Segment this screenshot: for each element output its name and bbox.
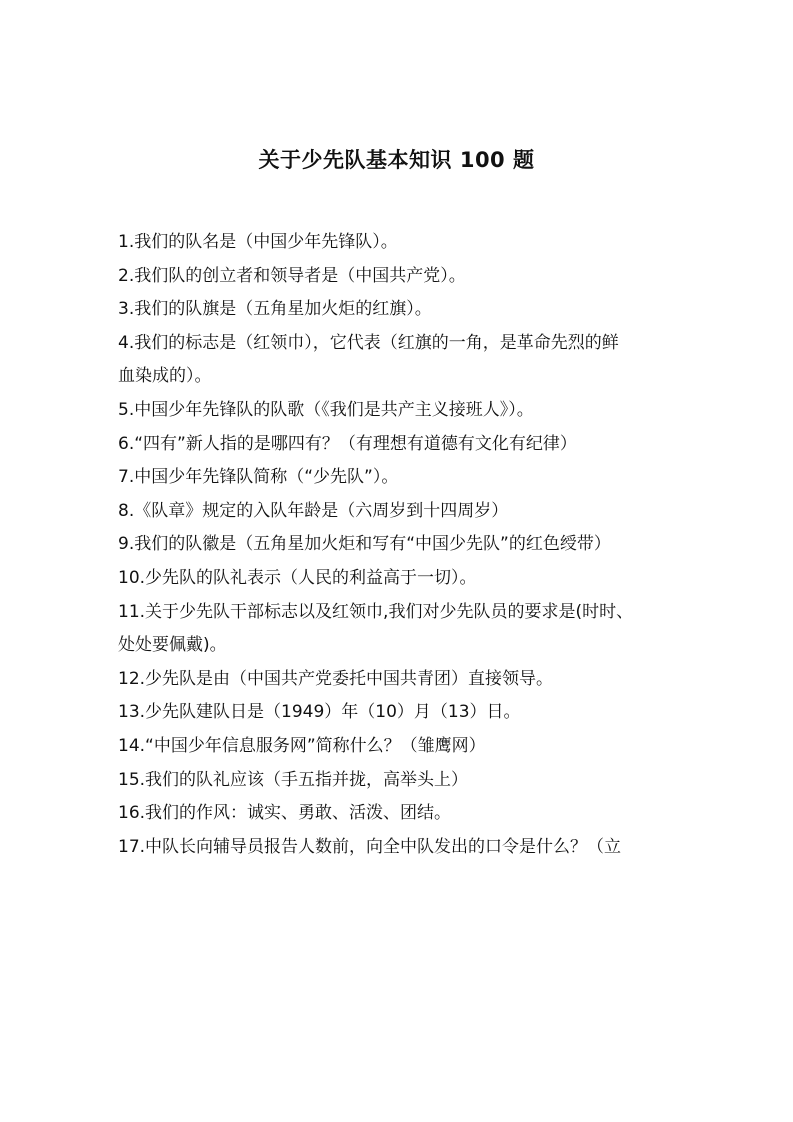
text-line: 2.我们队的创立者和领导者是（中国共产党）。	[118, 265, 466, 286]
document-body	[118, 226, 693, 864]
text-line: 7.中国少年先锋队简称（“少先队”）。	[118, 467, 399, 488]
text-line: 10.少先队的队礼表示（人民的利益高于一切）。	[118, 567, 477, 588]
text-line: 9.我们的队徽是（五角星加火炬和写有“中国少先队”的红色绶带）	[118, 534, 611, 555]
text-line: 6.“四有”新人指的是哪四有？（有理想有道德有文化有纪律）	[118, 433, 577, 454]
text-line: 5.中国少年先锋队的队歌（《我们是共产主义接班人》）。	[118, 399, 534, 420]
text-line: 8.《队章》规定的入队年龄是（六周岁到十四周岁）	[118, 500, 509, 521]
text-line: 13.少先队建队日是（1949）年（10）月（13）日。	[118, 702, 521, 723]
text-line: 血染成的）。	[118, 366, 212, 387]
text-line: 15.我们的队礼应该（手五指并拢，高举头上）	[118, 769, 469, 790]
document-title: 关于少先队基本知识 100 题	[258, 148, 535, 172]
text-line: 处处要佩戴)。	[118, 635, 227, 656]
text-line: 16.我们的作风：诚实、勇敢、活泼、团结。	[118, 803, 452, 824]
text-line: 14.“中国少年信息服务网”简称什么？（雏鹰网）	[118, 735, 486, 756]
text-line: 17.中队长向辅导员报告人数前，向全中队发出的口令是什么？（立	[118, 836, 622, 857]
text-line: 1.我们的队名是（中国少年先锋队）。	[118, 232, 398, 252]
text-line: 11.关于少先队干部标志以及红领巾,我们对少先队员的要求是(时时、	[118, 601, 634, 622]
text-line: 3.我们的队旗是（五角星加火炬的红旗）。	[118, 299, 432, 320]
text-line: 12.少先队是由（中国共产党委托中国共青团）直接领导。	[118, 668, 554, 689]
text-line: 4.我们的标志是（红领巾），它代表（红旗的一角，是革命先烈的鲜	[118, 332, 619, 353]
